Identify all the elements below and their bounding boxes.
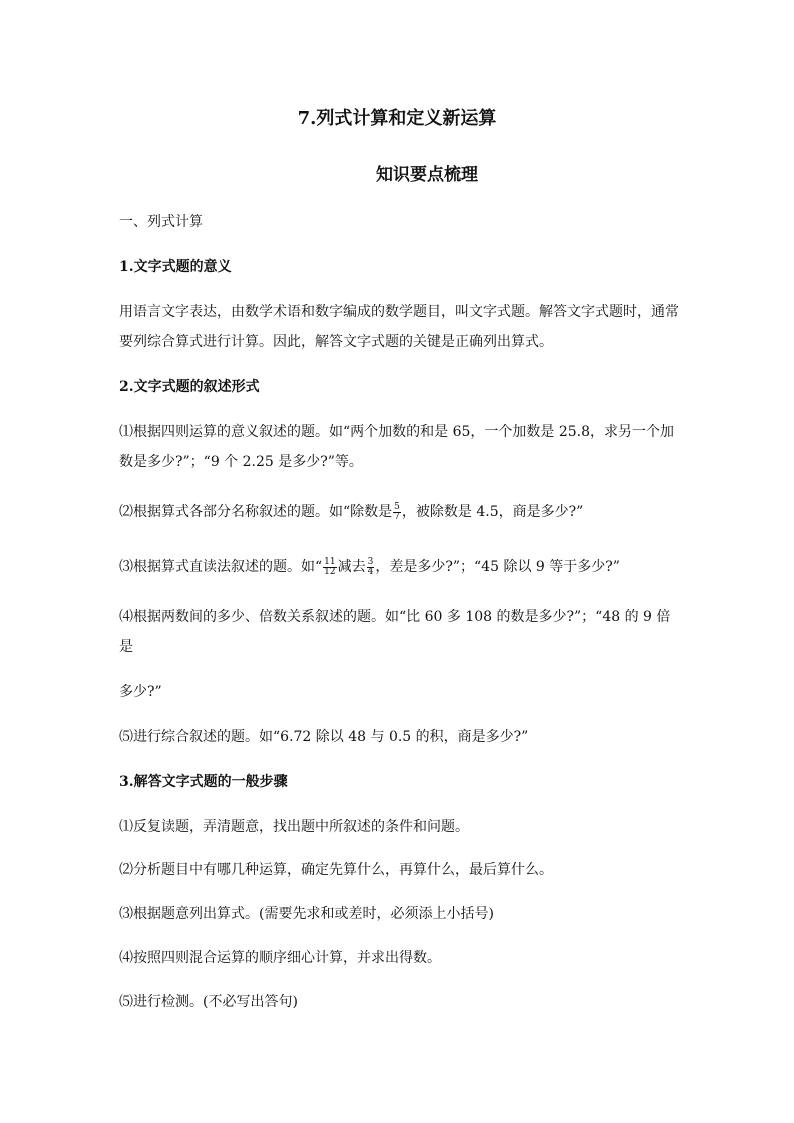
list-item: 是: [119, 639, 133, 655]
item-text: ，被除数是 4.5，商是多少?”: [401, 504, 584, 520]
list-item: ⑴根据四则运算的意义叙述的题。如“两个加数的和是 65，一个加数是 25.8，求另一个加: [119, 424, 675, 440]
list-item: ⑸进行综合叙述的题。如“6.72 除以 48 与 0.5 的积，商是多少?”: [119, 729, 529, 745]
step-item: ⑴反复读题，弄清题意，找出题中所叙述的条件和问题。: [119, 819, 469, 835]
fraction: $\frac{3}{4}$: [367, 556, 374, 577]
heading-steps: 3.解答文字式题的一般步骤: [119, 774, 288, 790]
paragraph-line: 用语言文字表达，由数学术语和数字编成的数学题目，叫文字式题。解答文字式题时，通常: [119, 304, 679, 320]
list-item: [119, 553, 679, 581]
step-item: ⑷按照四则混合运算的顺序细心计算，并求出得数。: [119, 950, 441, 966]
item-text: ，差是多少?”；“45 除以 9 等于多少?”: [375, 559, 620, 575]
fraction: $\frac{11}{12}$: [324, 556, 336, 577]
list-item: ⑷根据两数间的多少、倍数关系叙述的题。如“比 60 多 108 的数是多少?”；“48 的 9 倍: [119, 609, 671, 625]
page-subtitle: 知识要点梳理: [376, 165, 478, 185]
step-item: ⑶根据题意列出算式。(需要先求和或差时，必须添上小括号): [119, 906, 494, 922]
list-item: 数是多少?”；“9 个 2.25 是多少?”等。: [119, 454, 363, 470]
item-text: 减去: [337, 559, 366, 575]
step-item: ⑵分析题目中有哪几种运算，确定先算什么，再算什么，最后算什么。: [119, 862, 553, 878]
item-text: ⑶根据算式直读法叙述的题。如“: [119, 559, 323, 575]
list-item: 多少?”: [119, 684, 162, 700]
item-text: ⑵根据算式各部分名称叙述的题。如“除数是: [119, 504, 393, 520]
list-item: [119, 498, 679, 526]
step-item: ⑸进行检测。(不必写出答句): [119, 994, 298, 1010]
fraction: $\frac{5}{7}$: [394, 501, 400, 522]
paragraph-line: 要列综合算式进行计算。因此，解答文字式题的关键是正确列出算式。: [119, 334, 553, 350]
page-title: 7.列式计算和定义新运算: [297, 108, 497, 129]
section-heading: 一、列式计算: [119, 214, 203, 230]
heading-meaning: 1.文字式题的意义: [119, 259, 232, 275]
heading-forms: 2.文字式题的叙述形式: [119, 379, 260, 395]
